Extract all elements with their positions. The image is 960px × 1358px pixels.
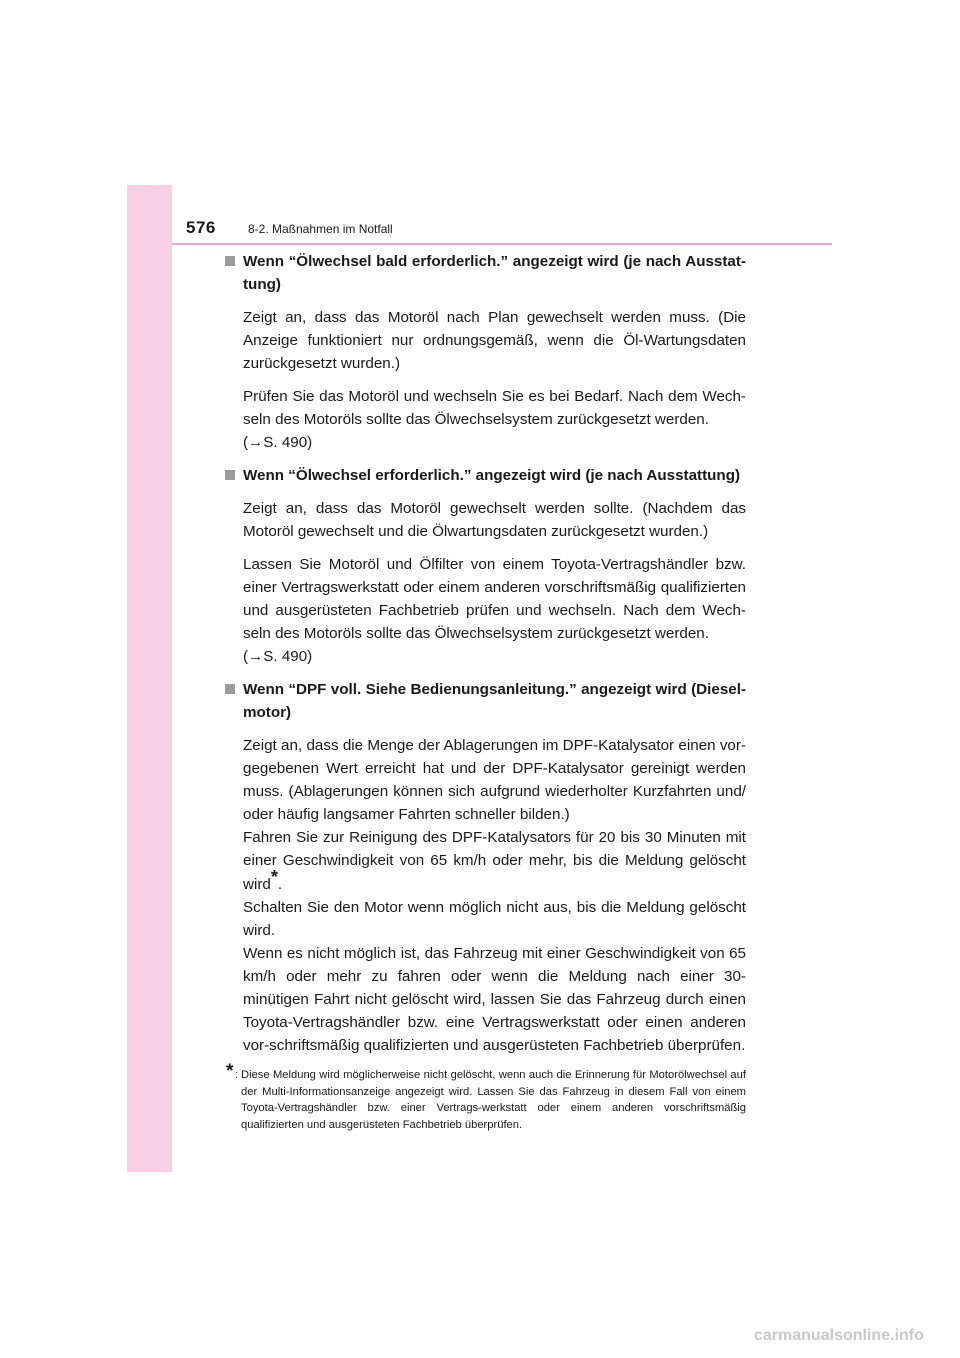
main-content (222, 250, 746, 1133)
section-heading-2: Wenn “Ölwechsel erforderlich.” angezeigt wird (je nach Ausstattung) (222, 464, 746, 487)
paragraph: Fahren Sie zur Reinigung des DPF-Katalysators für 20 bis 30 Minuten mit einer Geschwindigkeit von 65 km/h oder mehr, bis die Meldung gelöscht wird*. (243, 829, 746, 893)
paragraph: Wenn es nicht möglich ist, das Fahrzeug mit einer Geschwindigkeit von 65 km/h oder mehr zu fahren oder wenn die Meldung nach einer 30-minütigen Fahrt nicht gelöscht wird, lassen Sie das Fahrzeug durch einen Toyota-Vertragshändler bzw. eine Vertragswerkstatt oder einen anderen vor-schriftsmäßig qualifizierten und ausgerüsteten Fachbetrieb überprüfen. (243, 945, 746, 1054)
header-divider (172, 243, 832, 245)
paragraph: Prüfen Sie das Motoröl und wechseln Sie es bei Bedarf. Nach dem Wech-seln des Motoröls sollte das Ölwechselsystem zurückgesetzt werden. (243, 388, 746, 428)
paragraph: Lassen Sie Motoröl und Ölfilter von einem Toyota-Vertragshändler bzw. einer Vertragswerkstatt oder einem anderen vorschriftsmäßig qualifizierten und ausgerüsteten Fachbetrieb prüfen und wechseln. Nach dem Wech-seln des Motoröls sollte das Ölwechselsystem zurückgesetzt werden. (243, 556, 746, 642)
page-number: 576 (186, 218, 216, 237)
paragraph: Zeigt an, dass das Motoröl nach Plan gewechselt werden muss. (Die Anzeige funktioniert nur ordnungsgemäß, wenn die Öl-Wartungsdaten zurückgesetzt wurden.) (243, 309, 746, 372)
footnote-colon: : (235, 1069, 239, 1081)
square-bullet-icon (225, 684, 235, 694)
footnote-text: Diese Meldung wird möglicherweise nicht gelöscht, wenn auch die Erinnerung für Motorölwechsel auf der Multi-Informationsanzeige angezeigt wird. Lassen Sie das Fahrzeug in diesem Fall von einem Toyota-Vertragshändler bzw. einer Vertrags-werkstatt oder einem anderen vorschriftsmäßig qualifizierten und ausgerüsteten Fachbetrieb überprüfen. (241, 1069, 746, 1131)
paragraph: Zeigt an, dass das Motoröl gewechselt werden sollte. (Nachdem das Motoröl gewechselt und die Ölwartungsdaten zurückgesetzt wurden.) (243, 500, 746, 540)
square-bullet-icon (225, 470, 235, 480)
section-title: 8-2. Maßnahmen im Notfall (248, 222, 393, 236)
square-bullet-icon (225, 256, 235, 266)
footnote-star: * (226, 1061, 234, 1082)
paragraph: Zeigt an, dass die Menge der Ablagerungen im DPF-Katalysator einen vor-gegebenen Wert erreicht hat und der DPF-Katalysator gereinigt werden muss. (Ablagerungen können sich aufgrund wiederholter Kurzfahrten und/ oder häufig langsamer Fahrten schneller bilden.) (243, 737, 746, 823)
page-reference: (→S. 490) (243, 434, 313, 451)
section-heading-1: Wenn “Ölwechsel bald erforderlich.” angezeigt wird (je nach Ausstat-tung) (222, 250, 746, 296)
page-reference: (→S. 490) (243, 648, 313, 665)
section-heading-3: Wenn “DPF voll. Siehe Bedienungsanleitung.” angezeigt wird (Diesel-motor) (222, 678, 746, 724)
watermark: carmanualsonline.info (754, 1327, 924, 1344)
footnote (222, 1061, 746, 1133)
footnote-marker: * (270, 867, 278, 887)
paragraph: Schalten Sie den Motor wenn möglich nicht aus, bis die Meldung gelöscht wird. (243, 899, 746, 939)
side-color-bar (127, 185, 172, 1172)
